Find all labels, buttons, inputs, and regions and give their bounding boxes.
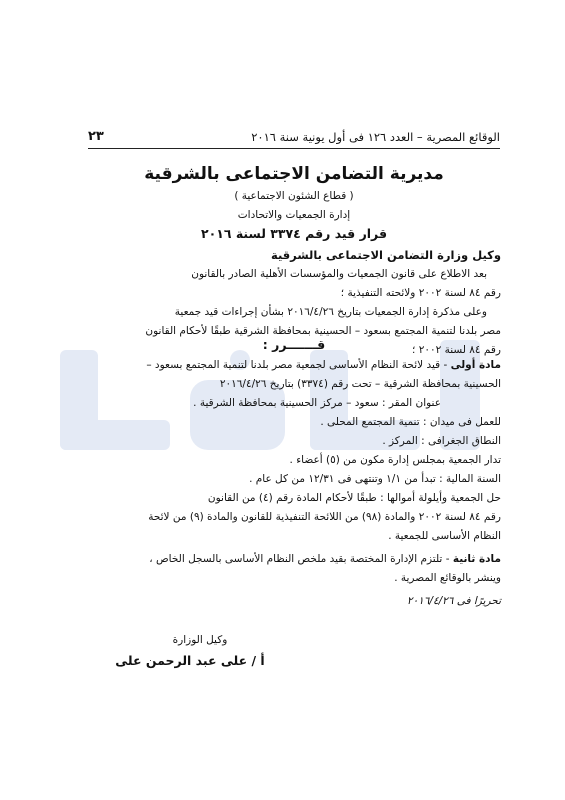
signature-title: وكيل الوزارة <box>172 634 228 646</box>
article-one <box>89 356 501 546</box>
running-title: الوقائع المصرية – العدد ١٢٦ فى أول يونية سنة ٢٠١٦ <box>251 130 500 144</box>
article-two <box>89 550 501 588</box>
article-one-first-line <box>89 356 501 375</box>
article-line: السنة المالية : تبدأ من ١/١ وتنتهى فى ١٢/٣١ من كل عام . <box>249 473 501 485</box>
article-line: النظام الأساسى للجمعية . <box>388 530 501 542</box>
preamble-line: بعد الاطلاع على قانون الجمعيات والمؤسسات الأهلية الصادر بالقانون <box>191 268 487 280</box>
issuer-line: وكيل وزارة التضامن الاجتماعى بالشرقية <box>270 248 501 262</box>
sector-line: ( قطاع الشئون الاجتماعية ) <box>234 190 354 202</box>
article-line: حل الجمعية وأيلولة أموالها : طبقًا لأحكام المادة رقم (٤) من القانون <box>207 492 501 504</box>
page-number: ٢٣ <box>88 129 104 144</box>
department-line: إدارة الجمعيات والاتحادات <box>237 209 351 221</box>
article-line: رقم ٨٤ لسنة ٢٠٠٢ والمادة (٩٨) من اللائحة التنفيذية للقانون والمادة (٩) من لائحة <box>148 511 501 523</box>
article-one-label: مادة أولى <box>450 359 501 371</box>
header-rule <box>88 148 500 149</box>
preamble-line: مصر بلدنا لتنمية المجتمع بسعود – الحسينية بمحافظة الشرقية طبقًا لأحكام القانون <box>145 325 501 337</box>
decree-number: قرار قيد رقم ٣٣٧٤ لسنة ٢٠١٦ <box>200 226 388 241</box>
preamble-line: رقم ٨٤ لسنة ٢٠٠٢ ؛ <box>412 344 501 356</box>
decided-heading: قـــــــرر : <box>262 337 326 352</box>
article-line: الحسينية بمحافظة الشرقية – تحت رقم (٣٣٧٤) بتاريخ ٢٠١٦/٤/٢٦ <box>219 378 501 390</box>
article-line: وينشر بالوقائع المصرية . <box>394 572 501 584</box>
article-line: - قيد لائحة النظام الأساسى لجمعية مصر بلدنا لتنمية المجتمع بسعود – <box>146 359 451 371</box>
article-two-label: مادة ثانية <box>452 553 501 565</box>
article-line: - تلتزم الإدارة المختصة بقيد ملخص النظام الأساسى بالسجل الخاص ، <box>149 553 453 565</box>
article-line: النطاق الجغرافى : المركز . <box>382 435 501 447</box>
running-header <box>88 127 500 147</box>
article-two-first-line <box>89 550 501 569</box>
article-line: للعمل فى ميدان : تنمية المجتمع المحلى . <box>320 416 501 428</box>
preamble-line: وعلى مذكرة إدارة الجمعيات بتاريخ ٢٠١٦/٤/٢٦ بشأن إجراءات قيد جمعية <box>174 306 487 318</box>
date-line: تحريرًا فى ٢٠١٦/٤/٢٦ <box>406 595 501 607</box>
preamble-line: رقم ٨٤ لسنة ٢٠٠٢ ولائحته التنفيذية ؛ <box>340 287 501 299</box>
directorate-title: مديرية التضامن الاجتماعى بالشرقية <box>144 164 444 184</box>
article-line: تدار الجمعية بمجلس إدارة مكون من (٥) أعضاء . <box>289 454 501 466</box>
signature-name: أ / على عبد الرحمن على <box>115 653 265 668</box>
article-line: عنوان المقر : سعود – مركز الحسينية بمحافظة الشرقية . <box>193 397 441 409</box>
